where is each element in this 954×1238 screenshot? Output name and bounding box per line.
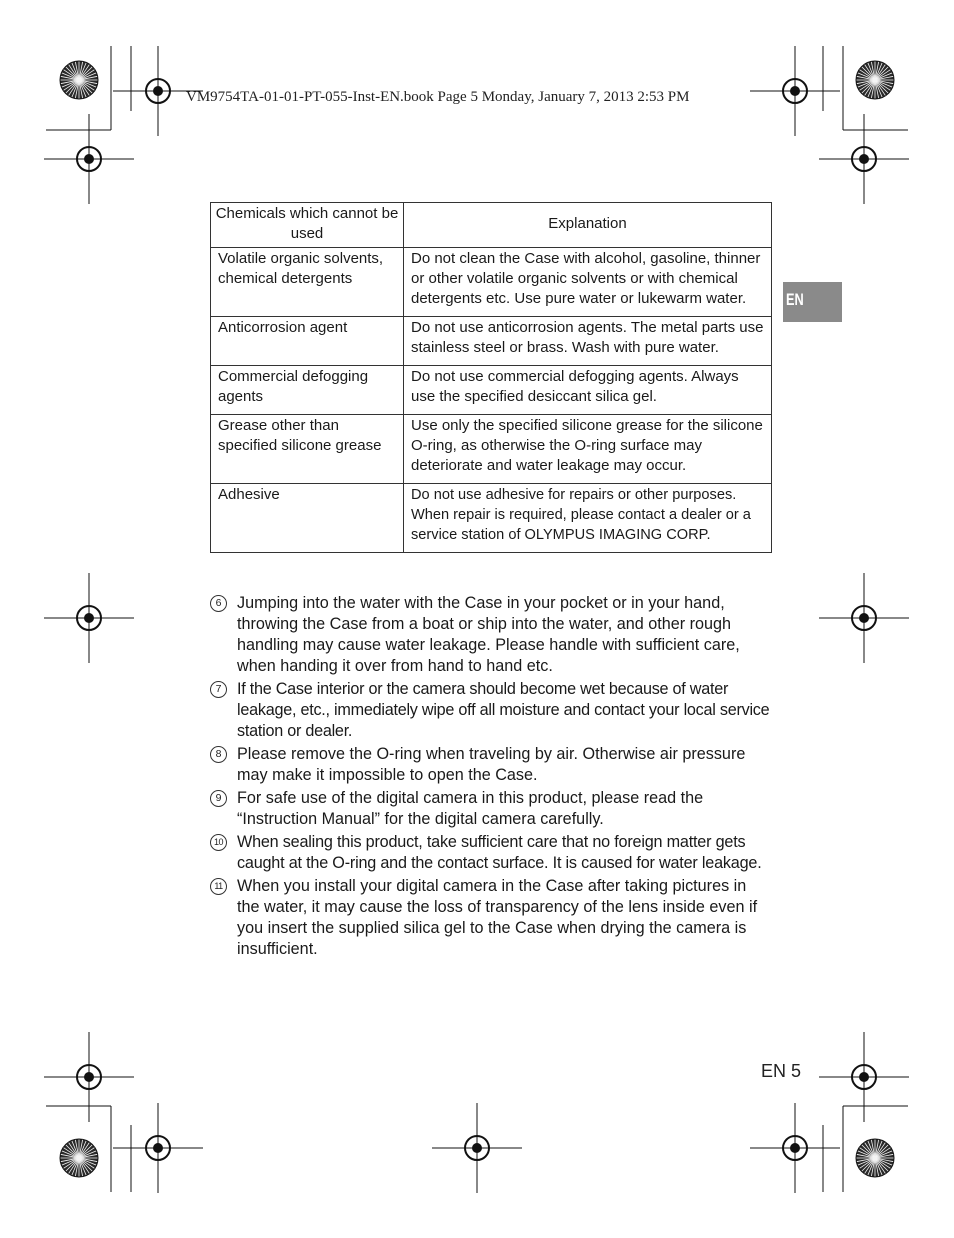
crosshair-icon [44,114,134,204]
chemical-cell: Commercial defogging agents [211,366,404,415]
table-header-row [211,203,772,248]
item-number: 9 [210,790,227,807]
item-text: For safe use of the digital camera in this product, please read the “Instruction Manual” for the digital camera carefully. [237,789,704,828]
item-number: 11 [210,878,227,895]
table-row [211,248,772,317]
crosshair-icon [750,46,840,136]
language-tab [783,282,842,322]
page-number: EN 5 [761,1061,802,1081]
crosshair-icon [432,1103,522,1193]
list-item [210,832,770,874]
item-number: 7 [210,681,227,698]
item-number: 10 [210,834,227,851]
chemical-cell: Grease other than specified silicone grease [211,415,404,484]
registration-star-icon [856,1139,894,1177]
list-item [210,788,770,830]
list-item [210,593,770,677]
list-item [210,679,770,742]
crosshair-icon [44,573,134,663]
table-row [211,317,772,366]
explanation-cell: Do not clean the Case with alcohol, gasoline, thinner or other volatile organic solvents or with chemical detergents etc. Use pure water or lukewarm water. [404,248,772,317]
registration-star-icon [856,61,894,99]
explanation-cell: Use only the specified silicone grease for the silicone O-ring, as otherwise the O-ring surface may deteriorate and water leakage may occur. [404,415,772,484]
book-header: VM9754TA-01-01-PT-055-Inst-EN.book Page 5 Monday, January 7, 2013 2:53 PM [186,89,690,105]
crosshair-icon [113,1103,203,1193]
crosshair-icon [819,1032,909,1122]
explanation-cell: Do not use anticorrosion agents. The metal parts use stainless steel or brass. Wash with pure water. [404,317,772,366]
chemicals-table [210,202,772,553]
table-row [211,484,772,553]
item-text: Please remove the O-ring when traveling by air. Otherwise air pressure may make it impossible to open the Case. [237,745,746,784]
list-item [210,876,770,960]
item-text: When sealing this product, take sufficient care that no foreign matter gets caught at the O-ring and the contact surface. It is caused for water leakage. [237,833,762,872]
precautions-list [210,593,770,962]
table-row [211,366,772,415]
item-number: 8 [210,746,227,763]
chemical-cell: Adhesive [211,484,404,553]
item-text: When you install your digital camera in the Case after taking pictures in the water, it may cause the loss of transparency of the lens inside even if you insert the supplied silica gel to the Case when drying the camera is insufficient. [237,877,758,958]
column-header-explanation: Explanation [404,203,772,248]
list-item [210,744,770,786]
explanation-cell: Do not use commercial defogging agents. Always use the specified desiccant silica gel. [404,366,772,415]
explanation-cell: Do not use adhesive for repairs or other purposes. When repair is required, please contact a dealer or a service station of OLYMPUS IMAGING CORP. [404,484,772,553]
crosshair-icon [819,114,909,204]
item-text: Jumping into the water with the Case in your pocket or in your hand, throwing the Case from a boat or ship into the water, and other rough handling may cause water leakage. Please handle with sufficient care, when handing it over from hand to hand etc. [237,594,740,675]
column-header-chemicals: Chemicals which cannot be used [211,203,404,248]
crosshair-icon [819,573,909,663]
crosshair-icon [750,1103,840,1193]
table-row [211,415,772,484]
registration-star-icon [60,1139,98,1177]
item-number: 6 [210,595,227,612]
crosshair-icon [44,1032,134,1122]
language-tab-label: EN [786,290,804,309]
chemical-cell: Anticorrosion agent [211,317,404,366]
chemical-cell: Volatile organic solvents, chemical detergents [211,248,404,317]
registration-star-icon [60,61,98,99]
item-text: If the Case interior or the camera should become wet because of water leakage, etc., immediately wipe off all moisture and contact your local service station or dealer. [237,680,770,740]
